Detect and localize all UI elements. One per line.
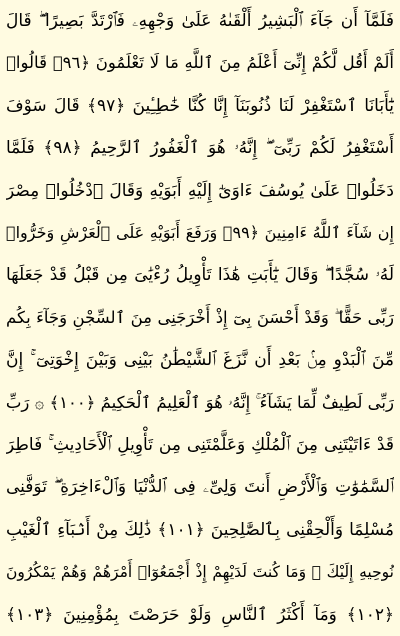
verse-line-2: أَلَمْ أَقُل لَّكُمْ إِنِّىٓ أَعْلَمُ مِنَ ٱللَّهِ مَا لَا تَعْلَمُونَ ﴿٩٦﴾ قَالُوا۟ — [6, 53, 394, 73]
verse-line-6: إِن شَآءَ ٱللَّهُ ءَامِنِينَ ﴿٩٩﴾ وَرَفَعَ أَبَوَيْهِ عَلَى ٱلْعَرْشِ وَخَرُّوا۟ — [6, 223, 394, 242]
verse-text-block — [6, 0, 394, 636]
verse-line-15: ﴿١٠٢﴾ وَمَآ أَكْثَرُ ٱلنَّاسِ وَلَوْ حَرَصْتَ بِمُؤْمِنِينَ ﴿١٠٣﴾ — [6, 604, 394, 625]
verse-line-14: نُوحِيهِ إِلَيْكَ ۖ وَمَا كُنتَ لَدَيْهِمْ إِذْ أَجْمَعُوٓا۟ أَمْرَهُمْ وَهُمْ يَمْكُرُونَ — [6, 563, 394, 582]
verse-line-3: يَٰٓأَبَانَا ٱسْتَغْفِرْ لَنَا ذُنُوبَنَآ إِنَّا كُنَّا خَٰطِـِٔينَ ﴿٩٧﴾ قَالَ سَوْفَ — [6, 95, 394, 116]
verse-line-10: رَبِّى لَطِيفٌ لِّمَا يَشَآءُ ۚ إِنَّهُۥ هُوَ ٱلْعَلِيمُ ٱلْحَكِيمُ ﴿١٠٠﴾ ۞ رَبِّ — [6, 392, 394, 412]
verse-line-9: مِّنَ ٱلْبَدْوِ مِنۢ بَعْدِ أَن نَّزَغَ ٱلشَّيْطَٰنُ بَيْنِى وَبَيْنَ إِخْوَتِىٓ ۚ إِنَّ — [6, 350, 394, 371]
verse-line-1: فَلَمَّآ أَن جَآءَ ٱلْبَشِيرُ أَلْقَىٰهُ عَلَىٰ وَجْهِهِۦ فَٱرْتَدَّ بَصِيرًا ۖ قَالَ — [6, 11, 394, 31]
verse-line-12: ٱلسَّمَٰوَٰتِ وَٱلْأَرْضِ أَنتَ وَلِىِّۦ فِى ٱلدُّنْيَا وَٱلْءَاخِرَةِ ۖ تَوَفَّنِى — [6, 477, 394, 498]
verse-line-5: دَخَلُوا۟ عَلَىٰ يُوسُفَ ءَاوَىٰٓ إِلَيْهِ أَبَوَيْهِ وَقَالَ ٱدْخُلُوا۟ مِصْرَ — [6, 180, 394, 201]
verse-line-11: قَدْ ءَاتَيْتَنِى مِنَ ٱلْمُلْكِ وَعَلَّمْتَنِى مِن تَأْوِيلِ ٱلْأَحَادِيثِ ۚ فَاطِرَ — [6, 435, 394, 455]
verse-line-7: لَهُۥ سُجَّدًا ۖ وَقَالَ يَٰٓأَبَتِ هَٰذَا تَأْوِيلُ رُءْيَٰىَ مِن قَبْلُ قَدْ جَعَلَهَا — [6, 265, 394, 286]
verse-line-8: رَبِّى حَقًّا ۖ وَقَدْ أَحْسَنَ بِىٓ إِذْ أَخْرَجَنِى مِنَ ٱلسِّجْنِ وَجَآءَ بِكُم — [6, 307, 394, 327]
verse-line-13: مُسْلِمًا وَأَلْحِقْنِى بِٱلصَّٰلِحِينَ ﴿١٠١﴾ ذَٰلِكَ مِنْ أَنۢبَآءِ ٱلْغَيْبِ — [6, 519, 394, 540]
verse-line-4: أَسْتَغْفِرُ لَكُمْ رَبِّىٓ ۖ إِنَّهُۥ هُوَ ٱلْغَفُورُ ٱلرَّحِيمُ ﴿٩٨﴾ فَلَمَّا — [6, 138, 394, 159]
